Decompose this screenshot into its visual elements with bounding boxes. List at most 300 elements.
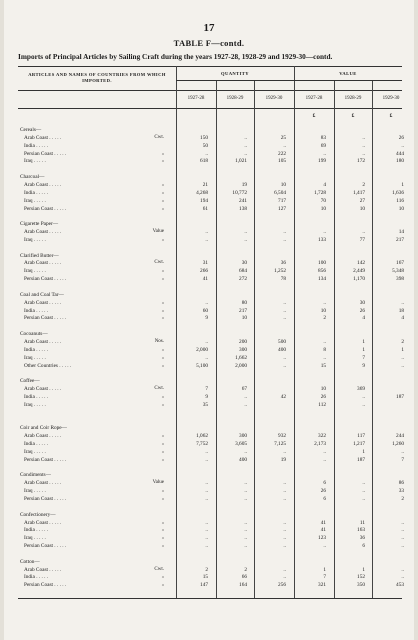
quantity-cell: .. <box>283 535 286 542</box>
quantity-cell: 31 <box>202 260 208 267</box>
year-header: 1927-28 <box>187 96 205 101</box>
row-label: India . . . . . <box>24 189 49 196</box>
value-cell: 10 <box>398 205 404 212</box>
row-label: Charcoal— <box>20 174 45 181</box>
table-title: TABLE F—contd. <box>173 38 245 48</box>
row-label: Coal and Coal Tar— <box>20 291 64 298</box>
value-cell: .. <box>362 401 365 408</box>
table-row <box>18 409 402 417</box>
row-label: India . . . . . <box>24 307 49 314</box>
table-row <box>18 283 402 291</box>
quantity-cell: .. <box>283 142 286 149</box>
quantity-cell: 272 <box>239 276 247 283</box>
value-cell: 1 <box>362 448 365 455</box>
quantity-cell: .. <box>244 519 247 526</box>
value-cell: 1,217 <box>353 441 365 447</box>
quantity-cell: 3,605 <box>235 441 247 447</box>
table-row <box>18 479 402 487</box>
quantity-cell: .. <box>205 229 208 236</box>
quantity-cell: .. <box>244 236 247 243</box>
value-cell: 26 <box>320 488 326 495</box>
quantity-cell: 1,662 <box>235 354 247 361</box>
value-cell: 187 <box>357 456 365 463</box>
quantity-cell: .. <box>205 299 208 306</box>
row-label: India . . . . . <box>24 346 49 353</box>
value-cell: 1 <box>401 346 404 353</box>
quantity-cell: 1,062 <box>196 433 208 440</box>
quantity-cell: .. <box>205 150 208 157</box>
row-unit: Cwt. <box>154 260 164 266</box>
year-header: 1929-30 <box>265 96 283 101</box>
table-row <box>18 464 402 472</box>
row-label: Cocoanuts— <box>20 331 48 338</box>
quantity-cell: 2 <box>244 566 247 573</box>
row-unit: „ <box>161 158 164 164</box>
value-cell: .. <box>323 354 326 361</box>
value-cell: 33 <box>398 488 404 495</box>
quantity-cell: .. <box>283 448 286 455</box>
table-row <box>18 150 402 158</box>
quantity-cell: .. <box>244 401 247 408</box>
value-cell: 1,728 <box>314 189 326 196</box>
table-group-row <box>18 471 402 479</box>
value-cell: 6 <box>323 495 326 502</box>
quantity-cell: 10 <box>241 315 247 322</box>
row-unit: „ <box>161 495 164 501</box>
quantity-cell: .. <box>205 338 208 345</box>
value-cell: 83 <box>320 134 326 141</box>
table-row <box>18 212 402 220</box>
table-row <box>18 205 402 213</box>
row-label: Persian Coast . . . . . <box>24 582 67 589</box>
value-cell: 5,348 <box>392 268 404 275</box>
table-subtitle: Imports of Principal Articles by Sailing Craft during the years 1927-28, 1928-29 and 1929-30—contd. <box>18 52 333 61</box>
value-cell: 1 <box>362 338 365 345</box>
header-top-rule <box>18 66 402 67</box>
row-unit: „ <box>161 236 164 242</box>
value-cell: 398 <box>396 276 404 283</box>
quantity-cell: 1,021 <box>235 158 247 165</box>
quantity-cell: 41 <box>202 276 208 283</box>
quantity-cell: 61 <box>202 205 208 212</box>
document-page <box>4 0 414 640</box>
value-cell: 322 <box>318 433 326 440</box>
row-label: Cereals— <box>20 127 42 133</box>
quantity-cell: 147 <box>200 582 208 589</box>
value-cell: .. <box>323 299 326 306</box>
value-cell: 1 <box>401 181 404 188</box>
value-cell: 244 <box>396 433 404 440</box>
row-unit: „ <box>161 543 164 549</box>
row-label: Arab Coast . . . . . <box>24 299 62 306</box>
row-label: Arab Coast . . . . . <box>24 181 62 188</box>
row-label: Arab Coast . . . . . <box>24 433 62 440</box>
value-cell: 2 <box>401 495 404 502</box>
value-cell: .. <box>401 574 404 581</box>
quantity-cell: 60 <box>202 307 208 314</box>
value-cell: .. <box>401 142 404 149</box>
value-cell: 321 <box>318 582 326 589</box>
value-cell: 172 <box>357 158 365 165</box>
page-number: 17 <box>203 22 215 34</box>
value-cell: 116 <box>396 197 404 204</box>
row-label: Cigarette Paper— <box>20 221 59 228</box>
value-cell: 9 <box>362 362 365 369</box>
table-row <box>18 401 402 409</box>
table-row <box>18 299 402 307</box>
value-cell: 123 <box>318 535 326 542</box>
quantity-cell: 10,772 <box>232 189 247 196</box>
quantity-cell: 194 <box>200 197 208 204</box>
table-group-row <box>18 330 402 338</box>
table-row <box>18 134 402 142</box>
quantity-cell: 164 <box>239 582 247 589</box>
row-unit: „ <box>161 535 164 541</box>
value-cell: 444 <box>396 150 404 157</box>
value-cell: .. <box>362 393 365 400</box>
quantity-cell: .. <box>205 495 208 502</box>
row-unit: Value <box>152 229 164 235</box>
value-cell: .. <box>323 229 326 236</box>
row-label: Iraq . . . . . <box>24 158 46 165</box>
row-label: India . . . . . <box>24 142 49 149</box>
quantity-cell: 400 <box>278 346 286 353</box>
value-cell: .. <box>401 566 404 573</box>
quantity-cell: 15 <box>202 574 208 581</box>
table-group-row <box>18 424 402 432</box>
table-group-row <box>18 173 402 181</box>
table-group-row <box>18 558 402 566</box>
value-cell: .. <box>323 456 326 463</box>
row-unit: „ <box>161 205 164 211</box>
table-row <box>18 244 402 252</box>
units-rule <box>18 108 402 109</box>
table-row <box>18 228 402 236</box>
quantity-cell: 2 <box>205 566 208 573</box>
quantity-cell: .. <box>205 519 208 526</box>
table-row <box>18 573 402 581</box>
value-cell: .. <box>401 535 404 542</box>
value-cell: 27 <box>359 197 365 204</box>
table-row <box>18 267 402 275</box>
row-label: Persian Coast . . . . . <box>24 150 67 157</box>
value-cell: .. <box>323 543 326 550</box>
value-cell: 134 <box>318 276 326 283</box>
row-unit: „ <box>161 197 164 203</box>
quantity-cell: 25 <box>280 134 286 141</box>
quantity-cell: .. <box>283 229 286 236</box>
table-group-row <box>18 377 402 385</box>
value-cell: .. <box>323 338 326 345</box>
row-label: Persian Coast . . . . . <box>24 495 67 502</box>
row-unit: „ <box>161 456 164 462</box>
quantity-cell: .. <box>283 299 286 306</box>
row-unit: „ <box>161 150 164 156</box>
row-label: India . . . . . <box>24 527 49 534</box>
quantity-cell: 10 <box>280 181 286 188</box>
table-row <box>18 157 402 165</box>
value-cell: 15 <box>320 362 326 369</box>
quantity-cell: .. <box>205 354 208 361</box>
row-label: India . . . . . <box>24 441 49 447</box>
quantity-cell: 256 <box>278 582 286 589</box>
value-cell: 26 <box>359 307 365 314</box>
table-group-row <box>18 252 402 260</box>
quantity-cell: 66 <box>241 574 247 581</box>
quantity-cell: .. <box>244 527 247 534</box>
value-cell: 69 <box>320 142 326 149</box>
row-label: Cotton— <box>20 558 40 565</box>
value-cell: 1,636 <box>392 189 404 196</box>
row-unit: „ <box>161 393 164 399</box>
header-bottom-rule <box>18 90 402 91</box>
quantity-cell: .. <box>283 543 286 550</box>
quantity-cell: 400 <box>239 456 247 463</box>
value-cell: 86 <box>398 480 404 487</box>
table-row <box>18 275 402 283</box>
quantity-cell: .. <box>244 543 247 550</box>
row-unit: „ <box>161 433 164 439</box>
value-cell: 10 <box>320 386 326 393</box>
year-header: 1928-29 <box>226 96 244 101</box>
row-label: Iraq . . . . . <box>24 268 46 275</box>
value-cell: .. <box>401 354 404 361</box>
table-group-row <box>18 126 402 134</box>
value-cell: 18 <box>398 307 404 314</box>
quantity-cell: .. <box>244 535 247 542</box>
table-row <box>18 503 402 511</box>
value-cell: .. <box>362 495 365 502</box>
quantity-cell: .. <box>205 488 208 495</box>
quantity-cell: .. <box>244 448 247 455</box>
quantity-cell: 150 <box>200 134 208 141</box>
row-unit: Cwt. <box>154 134 164 140</box>
quantity-cell: .. <box>283 519 286 526</box>
quantity-cell: .. <box>244 480 247 487</box>
quantity-cell: .. <box>205 543 208 550</box>
row-label: India . . . . . <box>24 393 49 400</box>
value-cell: 7 <box>323 574 326 581</box>
value-cell: 369 <box>357 386 365 393</box>
row-unit: „ <box>161 448 164 454</box>
quantity-cell: 717 <box>278 197 286 204</box>
row-label: Iraq . . . . . <box>24 448 46 455</box>
table-row <box>18 197 402 205</box>
value-cell: 2 <box>401 338 404 345</box>
quantity-cell: 241 <box>239 197 247 204</box>
row-unit: Nos. <box>154 338 164 344</box>
row-unit: „ <box>161 268 164 274</box>
row-unit: Cwt. <box>154 386 164 392</box>
value-cell: 6 <box>323 480 326 487</box>
table-row <box>18 416 402 424</box>
value-cell: 4 <box>362 315 365 322</box>
value-cell: 41 <box>320 527 326 534</box>
quantity-cell: 2,000 <box>196 346 208 353</box>
quantity-cell: .. <box>244 134 247 141</box>
value-cell: 14 <box>398 229 404 236</box>
row-label: Persian Coast . . . . . <box>24 456 67 463</box>
quantity-cell: .. <box>283 362 286 369</box>
row-unit: „ <box>161 181 164 187</box>
quantity-cell: .. <box>205 456 208 463</box>
row-unit: Value <box>152 480 164 486</box>
value-cell: 4 <box>401 315 404 322</box>
quantity-cell: 217 <box>239 307 247 314</box>
quantity-cell: .. <box>244 393 247 400</box>
value-cell: 1,170 <box>353 276 365 283</box>
value-cell: 26 <box>398 134 404 141</box>
articles-header: ARTICLES AND NAMES OF COUNTRIES FROM WHICH IMPORTED. <box>28 72 166 83</box>
row-unit: „ <box>161 574 164 580</box>
row-label: Other Countries . . . . . <box>24 362 72 369</box>
value-cell: 2 <box>362 181 365 188</box>
value-cell: 8 <box>323 346 326 353</box>
row-label: Iraq . . . . . <box>24 488 46 495</box>
table-row <box>18 519 402 527</box>
row-unit: „ <box>161 519 164 525</box>
quantity-cell: .. <box>244 142 247 149</box>
table-row <box>18 142 402 150</box>
quantity-cell: .. <box>283 354 286 361</box>
value-cell: .. <box>401 448 404 455</box>
value-cell: 167 <box>396 260 404 267</box>
row-label: Iraq . . . . . <box>24 535 46 542</box>
row-label: Arab Coast . . . . . <box>24 338 62 345</box>
quantity-cell: .. <box>283 488 286 495</box>
table-group-row <box>18 220 402 228</box>
value-header: VALUE <box>339 71 357 76</box>
quantity-cell: 78 <box>280 276 286 283</box>
value-cell: 30 <box>359 299 365 306</box>
row-label: Confectionery— <box>20 511 56 518</box>
row-unit: „ <box>161 362 164 368</box>
quantity-cell: 36 <box>280 260 286 267</box>
quantity-cell: .. <box>283 574 286 581</box>
year-header: 1927-28 <box>305 96 323 101</box>
table-row <box>18 432 402 440</box>
row-unit: „ <box>161 307 164 313</box>
row-unit: „ <box>161 401 164 407</box>
quantity-cell: .. <box>205 480 208 487</box>
value-cell: 6 <box>362 543 365 550</box>
row-label: Condiments— <box>20 472 51 479</box>
value-cell: 10 <box>320 205 326 212</box>
table-bottom-rule <box>18 598 402 599</box>
table-row <box>18 566 402 574</box>
quantity-cell: 1,252 <box>274 268 286 275</box>
quantity-cell: 2,000 <box>235 362 247 369</box>
row-unit: „ <box>161 189 164 195</box>
row-label: India . . . . . <box>24 574 49 581</box>
row-label: Persian Coast . . . . . <box>24 276 67 283</box>
value-cell: .. <box>323 150 326 157</box>
quantity-cell: 300 <box>239 346 247 353</box>
value-cell: .. <box>362 488 365 495</box>
row-label: Coir and Coir Rope— <box>20 425 67 432</box>
quantity-cell: 6,504 <box>274 189 286 196</box>
table-row <box>18 354 402 362</box>
row-label: Persian Coast . . . . . <box>24 315 67 322</box>
quantity-cell: 7 <box>205 386 208 393</box>
value-cell: .. <box>362 134 365 141</box>
quantity-cell: 80 <box>241 299 247 306</box>
value-cell: 217 <box>396 236 404 243</box>
table-row <box>18 165 402 173</box>
quantity-cell: .. <box>244 229 247 236</box>
quantity-cell: .. <box>244 150 247 157</box>
row-label: Arab Coast . . . . . <box>24 566 62 573</box>
table-row <box>18 322 402 330</box>
value-cell: .. <box>401 527 404 534</box>
quantity-cell: 67 <box>241 386 247 393</box>
table-row <box>18 181 402 189</box>
value-cell: 26 <box>320 393 326 400</box>
value-cell: 163 <box>357 527 365 534</box>
quantity-cell: .. <box>205 535 208 542</box>
quantity-cell: 19 <box>241 181 247 188</box>
value-cell: 2 <box>323 315 326 322</box>
value-cell: .. <box>401 299 404 306</box>
quantity-cell: .. <box>205 236 208 243</box>
table-row <box>18 440 402 448</box>
row-label: Iraq . . . . . <box>24 236 46 243</box>
row-unit: „ <box>161 441 164 446</box>
value-cell: 2,449 <box>353 268 365 275</box>
quantity-cell: 9 <box>205 393 208 400</box>
table-group-row <box>18 511 402 519</box>
subheader-rule <box>176 80 402 81</box>
quantity-cell: .. <box>283 566 286 573</box>
value-cell: 10 <box>320 307 326 314</box>
value-cell: 117 <box>357 433 365 440</box>
quantity-cell: 42 <box>280 393 286 400</box>
row-label: Arab Coast . . . . . <box>24 386 62 393</box>
value-cell: 7 <box>401 456 404 463</box>
quantity-cell: 932 <box>278 433 286 440</box>
row-unit: „ <box>161 315 164 321</box>
quantity-cell: 127 <box>278 205 286 212</box>
table-row <box>18 495 402 503</box>
year-header: 1929-30 <box>382 96 400 101</box>
row-label: Persian Coast . . . . . <box>24 543 67 550</box>
value-cell: 2,173 <box>314 441 326 447</box>
value-cell: 199 <box>318 158 326 165</box>
quantity-cell: 5,100 <box>196 362 208 369</box>
value-cell: 180 <box>396 158 404 165</box>
quantity-cell: 50 <box>202 142 208 149</box>
value-cell: .. <box>323 448 326 455</box>
value-cell: 112 <box>318 401 326 408</box>
row-unit: „ <box>161 527 164 533</box>
quantity-cell: 200 <box>239 338 247 345</box>
row-unit: „ <box>161 354 164 360</box>
row-label: Coffee— <box>20 378 40 385</box>
table-row <box>18 456 402 464</box>
value-cell: 1 <box>362 346 365 353</box>
table-group-row <box>18 291 402 299</box>
row-unit: „ <box>161 582 164 588</box>
row-label: Iraq . . . . . <box>24 354 46 361</box>
quantity-cell: .. <box>283 495 286 502</box>
value-cell: .. <box>401 362 404 369</box>
quantity-cell: 19 <box>280 456 286 463</box>
table-row <box>18 526 402 534</box>
value-cell: 11 <box>359 519 365 526</box>
quantity-cell: .. <box>205 448 208 455</box>
quantity-cell: .. <box>244 488 247 495</box>
quantity-cell: 684 <box>239 268 247 275</box>
